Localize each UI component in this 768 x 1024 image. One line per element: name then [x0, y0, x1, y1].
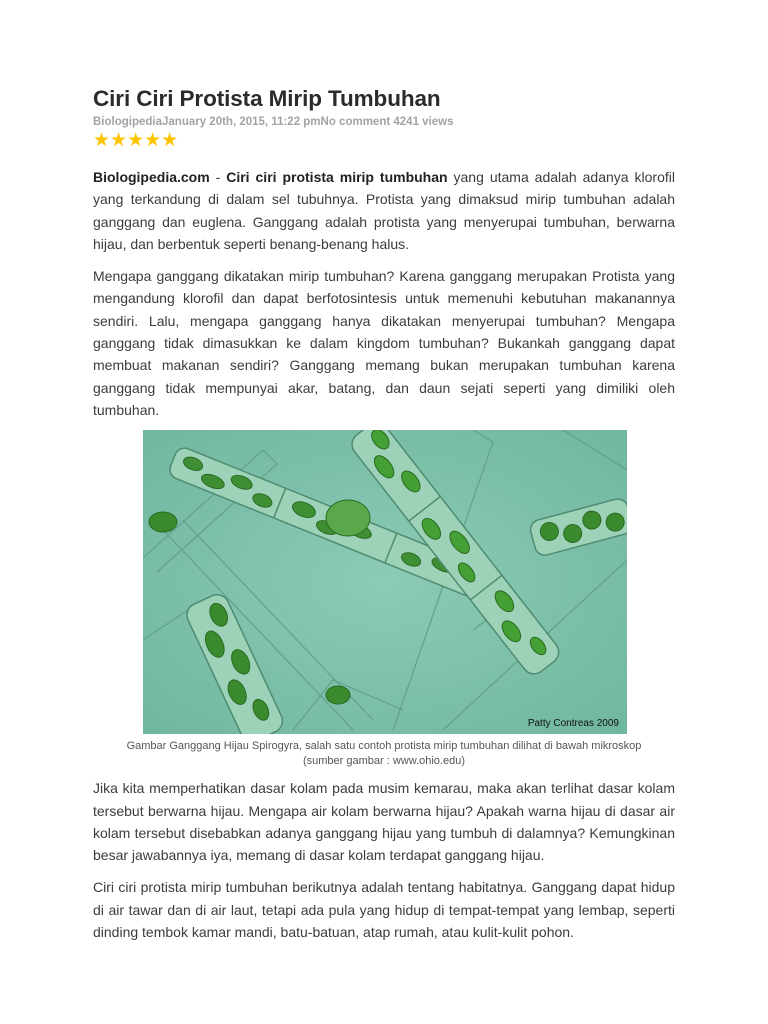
article: [93, 84, 675, 943]
paragraph-intro: [93, 166, 675, 255]
paragraph-habitat: Ciri ciri protista mirip tumbuhan berikutnya adalah tentang habitatnya. Ganggang dapat hidup di air tawar dan di air laut, tetapi ada pula yang hidup di tempat-tempat yang lembap, seperti dinding tembok kamar mandi, batu-batuan, atap rumah, atau kulit-kulit pohon.: [93, 879, 675, 941]
article-title: Ciri Ciri Protista Mirip Tumbuhan: [93, 86, 441, 111]
separator: -: [209, 169, 227, 185]
spirogyra-illustration: [143, 430, 627, 734]
paragraph-pond: Jika kita memperhatikan dasar kolam pada musim kemarau, maka akan terlihat dasar kolam tersebut berwarna hijau. Mengapa air kolam berwarna hijau? Apakah warna hijau di dasar air kolam tersebut disebabkan adanya ganggang hijau yang tumbuh di dalamnya? Kemungkinan besar jawabannya iya, memang di dasar kolam terdapat ganggang hijau.: [93, 780, 675, 864]
paragraph-why: Mengapa ganggang dikatakan mirip tumbuhan? Karena ganggang merupakan Protista yang mengandung klorofil dan dapat berfotosintesis untuk memenuhi kebutuhan makanannya sendiri. Lalu, mengapa ganggang hanya dikatakan menyerupai tumbuhan? Mengapa ganggang tidak dimasukkan ke dalam kingdom tumbuhan? Bukankah ganggang dapat membuat makanan sendiri? Ganggang memang bukan merupakan tumbuhan karena ganggang tidak mempunyai akar, batang, dan daun sejati seperti yang dimiliki oleh tumbuhan.: [93, 268, 675, 418]
figure: [93, 430, 675, 769]
figure-caption: [93, 739, 675, 769]
caption-line-2: (sumber gambar : www.ohio.edu): [302, 755, 465, 768]
article-meta: BiologipediaJanuary 20th, 2015, 11:22 pmNo comment 4241 views: [93, 116, 454, 128]
paragraph-intro-text: yang utama adalah adanya klorofil yang terkandung di dalam sel tubuhnya. Protista yang dimaksud mirip tumbuhan adalah ganggang dan euglena. Ganggang adalah protista yang menyerupai tumbuhan, berwarna hijau, dan berbentuk seperti benang-benang halus.: [93, 169, 675, 252]
rating-stars[interactable]: ★★★★★: [93, 130, 179, 151]
caption-line-1: Gambar Ganggang Hijau Spirogyra, salah satu contoh protista mirip tumbuhan dilihat di bawah mikroskop: [126, 740, 642, 753]
spirogyra-photo: [143, 430, 627, 734]
photo-credit: Patty Contreas 2009: [527, 718, 619, 730]
keyword: Ciri ciri protista mirip tumbuhan: [226, 169, 448, 185]
site-name[interactable]: Biologipedia.com: [93, 169, 210, 185]
